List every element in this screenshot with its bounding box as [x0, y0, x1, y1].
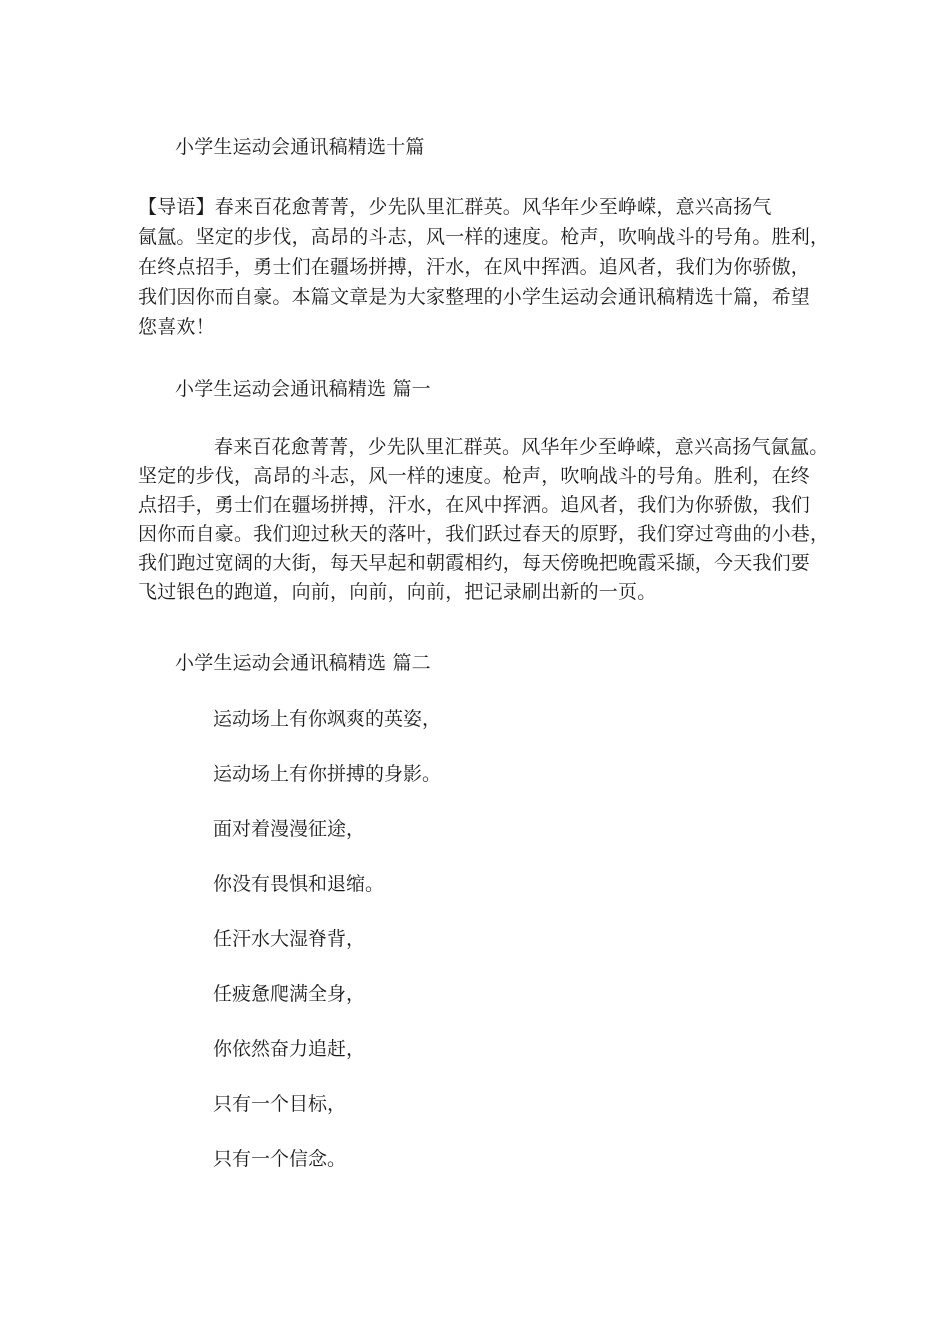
paragraph-line: 春来百花愈菁菁，少先队里汇群英。风华年少至峥嵘，意兴高扬气氤氲。 [214, 436, 829, 458]
section-one-paragraph [138, 433, 828, 607]
intro-line: 氤氲。坚定的步伐，高昂的斗志，风一样的速度。枪声，吹响战斗的号角。胜利， [138, 226, 830, 248]
poem-line: 你没有畏惧和退缩。 [213, 873, 385, 895]
poem-line: 面对着漫漫征途， [213, 818, 366, 840]
poem-line: 任疲惫爬满全身， [213, 983, 366, 1005]
poem-line: 只有一个目标， [213, 1093, 347, 1115]
document-title: 小学生运动会通讯稿精选十篇 [175, 136, 425, 158]
paragraph-line: 因你而自豪。我们迎过秋天的落叶，我们跃过春天的原野，我们穿过弯曲的小巷， [138, 523, 830, 545]
paragraph-line: 坚定的步伐，高昂的斗志，风一样的速度。枪声，吹响战斗的号角。胜利，在终 [138, 465, 811, 487]
section-one-heading: 小学生运动会通讯稿精选 篇一 [175, 378, 431, 400]
intro-line: 在终点招手，勇士们在疆场拼搏，汗水，在风中挥洒。追风者，我们为你骄傲， [138, 256, 811, 278]
intro-line: 我们因你而自豪。本篇文章是为大家整理的小学生运动会通讯稿精选十篇，希望 [138, 286, 811, 308]
section-two-heading: 小学生运动会通讯稿精选 篇二 [175, 652, 431, 674]
paragraph-line: 点招手，勇士们在疆场拼搏，汗水，在风中挥洒。追风者，我们为你骄傲，我们 [138, 494, 811, 516]
poem-line: 只有一个信念。 [213, 1148, 347, 1170]
poem-line: 你依然奋力追赶， [213, 1038, 366, 1060]
poem-line: 运动场上有你拼搏的身影。 [213, 763, 442, 785]
poem-line: 任汗水大湿脊背， [213, 928, 366, 950]
intro-line: 您喜欢！ [138, 316, 215, 338]
intro-paragraph [138, 192, 830, 342]
intro-line: 【导语】春来百花愈菁菁，少先队里汇群英。风华年少至峥嵘，意兴高扬气 [138, 196, 772, 218]
paragraph-line: 我们跑过宽阔的大街，每天早起和朝霞相约，每天傍晚把晚霞采撷，今天我们要 [138, 552, 811, 574]
poem-line: 运动场上有你飒爽的英姿， [213, 708, 442, 730]
paragraph-line: 飞过银色的跑道，向前，向前，向前，把记录刷出新的一页。 [138, 581, 657, 603]
